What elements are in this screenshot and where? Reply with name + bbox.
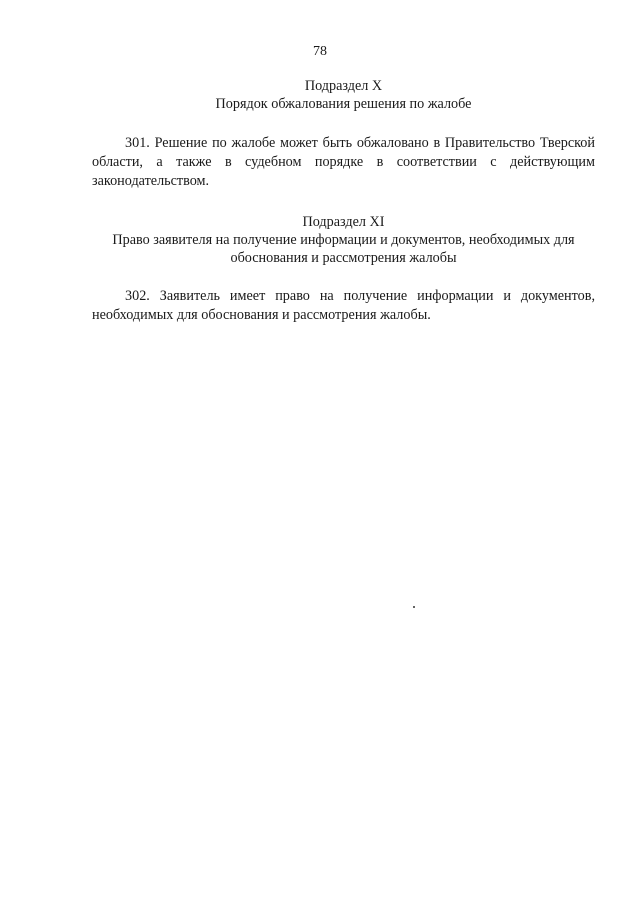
scan-speck bbox=[413, 606, 415, 608]
subsection-title: Подраздел XI bbox=[302, 214, 385, 230]
subsection-x bbox=[92, 77, 595, 191]
page-number: 78 bbox=[313, 44, 327, 59]
subsection-subtitle: Право заявителя на получение информации и документов, необходимых для обоснования и рассмотрения жалобы bbox=[112, 232, 575, 266]
subsection-title: Подраздел X bbox=[304, 78, 383, 94]
subsection-xi bbox=[92, 213, 595, 325]
paragraph-301: 301. Решение по жалобе может быть обжаловано в Правительство Тверской области, а также в судебном порядке в соответствии с действующим законодательством. bbox=[92, 135, 595, 189]
subsection-subtitle: Порядок обжалования решения по жалобе bbox=[215, 96, 472, 112]
paragraph-302: 302. Заявитель имеет право на получение информации и документов, необходимых для обоснования и рассмотрения жалобы. bbox=[92, 288, 595, 323]
